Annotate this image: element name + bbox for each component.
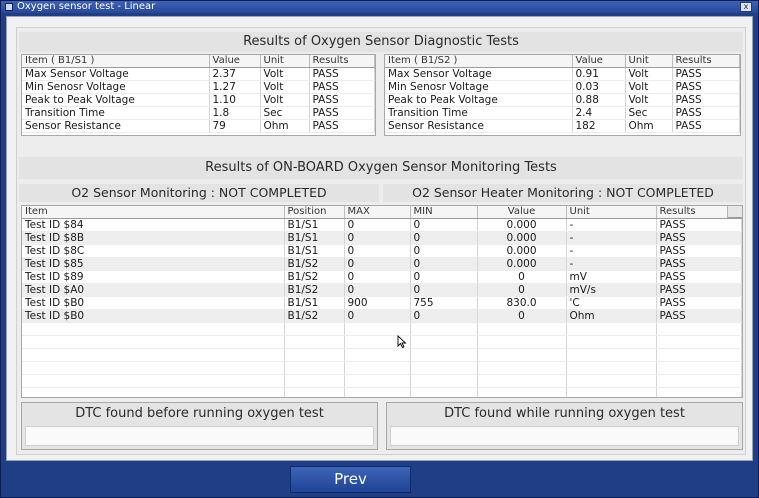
cell-item: Min Senosr Voltage bbox=[22, 80, 209, 93]
cell-value: 830.0 bbox=[477, 296, 566, 309]
cell-min: 0 bbox=[410, 244, 477, 257]
empty-cell bbox=[284, 374, 344, 387]
cell-min: 0 bbox=[410, 231, 477, 244]
empty-cell bbox=[344, 361, 410, 374]
empty-cell bbox=[284, 348, 344, 361]
cell-item: Peak to Peak Voltage bbox=[385, 93, 572, 106]
empty-cell bbox=[344, 374, 410, 387]
cell-value: 0.88 bbox=[572, 93, 625, 106]
cell-item: Test ID $B0 bbox=[22, 309, 284, 322]
cell-value: 0 bbox=[477, 309, 566, 322]
empty-cell bbox=[656, 348, 742, 361]
col-header-item: Item bbox=[22, 206, 284, 218]
cell-results: PASS bbox=[672, 67, 740, 80]
cell-max: 0 bbox=[344, 283, 410, 296]
empty-cell bbox=[566, 335, 656, 348]
empty-cell bbox=[566, 322, 656, 335]
cell-min: 0 bbox=[410, 283, 477, 296]
cell-max: 900 bbox=[344, 296, 410, 309]
col-header-unit: Unit bbox=[625, 55, 672, 67]
empty-cell bbox=[566, 361, 656, 374]
diagnostic-table-b1s1 bbox=[21, 54, 376, 136]
cell-results: PASS bbox=[656, 283, 742, 296]
cell-max: 0 bbox=[344, 270, 410, 283]
diagnostic-table-b1s2 bbox=[384, 54, 741, 136]
empty-cell bbox=[477, 387, 566, 398]
cell-min: 755 bbox=[410, 296, 477, 309]
cell-max: 0 bbox=[344, 218, 410, 231]
cell-item: Test ID $A0 bbox=[22, 283, 284, 296]
empty-cell bbox=[566, 374, 656, 387]
diagnostic-title: Results of Oxygen Sensor Diagnostic Tests bbox=[19, 32, 743, 52]
heater-monitoring-status: O2 Sensor Heater Monitoring : NOT COMPLETED bbox=[383, 184, 743, 202]
cell-min: 0 bbox=[410, 270, 477, 283]
col-header-unit: Unit bbox=[260, 55, 309, 67]
cell-results: PASS bbox=[672, 119, 740, 132]
empty-cell bbox=[410, 348, 477, 361]
cell-unit: - bbox=[566, 231, 656, 244]
cell-item: Test ID $B0 bbox=[22, 296, 284, 309]
empty-cell bbox=[22, 348, 284, 361]
dtc-before-list[interactable] bbox=[25, 426, 374, 446]
empty-cell bbox=[284, 335, 344, 348]
cell-results: PASS bbox=[309, 119, 375, 132]
empty-cell bbox=[22, 374, 284, 387]
cell-position: B1/S1 bbox=[284, 218, 344, 231]
empty-cell bbox=[284, 322, 344, 335]
empty-cell bbox=[477, 361, 566, 374]
cell-unit: Volt bbox=[625, 80, 672, 93]
cell-unit: Volt bbox=[625, 93, 672, 106]
dtc-while-title: DTC found while running oxygen test bbox=[444, 406, 685, 421]
table-row[interactable] bbox=[22, 244, 742, 257]
empty-cell bbox=[656, 361, 742, 374]
cell-results: PASS bbox=[309, 106, 375, 119]
empty-cell bbox=[477, 374, 566, 387]
table-row[interactable] bbox=[385, 119, 740, 132]
cell-value: 2.4 bbox=[572, 106, 625, 119]
cell-value: 0.000 bbox=[477, 231, 566, 244]
table-row[interactable] bbox=[22, 283, 742, 296]
empty-row bbox=[22, 361, 742, 374]
empty-cell bbox=[284, 387, 344, 398]
col-header-results: Results bbox=[656, 206, 742, 218]
monitoring-title: Results of ON-BOARD Oxygen Sensor Monitoring Tests bbox=[19, 157, 743, 179]
empty-cell bbox=[344, 387, 410, 398]
table-row[interactable] bbox=[385, 67, 740, 80]
cell-unit: - bbox=[566, 218, 656, 231]
cell-item: Sensor Resistance bbox=[22, 119, 209, 132]
col-header-value: Value bbox=[477, 206, 566, 218]
col-header-unit: Unit bbox=[566, 206, 656, 218]
empty-cell bbox=[22, 361, 284, 374]
cell-position: B1/S2 bbox=[284, 283, 344, 296]
cell-item: Test ID $8C bbox=[22, 244, 284, 257]
close-button[interactable]: x bbox=[740, 2, 752, 12]
cell-max: 0 bbox=[344, 231, 410, 244]
empty-cell bbox=[566, 348, 656, 361]
cell-item: Test ID $8B bbox=[22, 231, 284, 244]
table-row[interactable] bbox=[385, 106, 740, 119]
empty-cell bbox=[410, 335, 477, 348]
cell-unit: - bbox=[566, 257, 656, 270]
cell-max: 0 bbox=[344, 244, 410, 257]
cell-unit: Volt bbox=[625, 67, 672, 80]
client-area bbox=[6, 16, 753, 461]
cell-results: PASS bbox=[672, 93, 740, 106]
cell-item: Transition Time bbox=[385, 106, 572, 119]
cell-value: 0.03 bbox=[572, 80, 625, 93]
cell-value: 0 bbox=[477, 283, 566, 296]
cell-item: Max Sensor Voltage bbox=[22, 67, 209, 80]
cell-results: PASS bbox=[309, 67, 375, 80]
cell-max: 0 bbox=[344, 257, 410, 270]
diag-table-right bbox=[385, 55, 740, 133]
cell-results: PASS bbox=[672, 106, 740, 119]
cell-results: PASS bbox=[656, 244, 742, 257]
mouse-cursor-icon bbox=[397, 335, 409, 349]
cell-item: Transition Time bbox=[22, 106, 209, 119]
col-header-results: Results bbox=[672, 55, 740, 67]
app-icon bbox=[5, 3, 13, 11]
table-row[interactable] bbox=[22, 119, 375, 132]
table-row[interactable] bbox=[22, 67, 375, 80]
col-header-position: Position bbox=[284, 206, 344, 218]
table-row[interactable] bbox=[22, 270, 742, 283]
empty-cell bbox=[656, 322, 742, 335]
empty-cell bbox=[22, 335, 284, 348]
cell-value: 0.000 bbox=[477, 244, 566, 257]
cell-value: 0.91 bbox=[572, 67, 625, 80]
cell-results: PASS bbox=[656, 296, 742, 309]
empty-cell bbox=[477, 335, 566, 348]
cell-unit: mV/s bbox=[566, 283, 656, 296]
cell-unit: Sec bbox=[260, 106, 309, 119]
cell-unit: Volt bbox=[260, 67, 309, 80]
col-header-max: MAX bbox=[344, 206, 410, 218]
title-bar[interactable] bbox=[1, 1, 758, 13]
cell-results: PASS bbox=[656, 309, 742, 322]
empty-cell bbox=[566, 387, 656, 398]
empty-cell bbox=[656, 387, 742, 398]
cell-unit: Volt bbox=[260, 80, 309, 93]
cell-unit: mV bbox=[566, 270, 656, 283]
dtc-while-list[interactable] bbox=[390, 426, 739, 446]
cell-value: 2.37 bbox=[209, 67, 260, 80]
prev-button[interactable]: Prev bbox=[290, 466, 411, 493]
cell-value: 182 bbox=[572, 119, 625, 132]
cell-results: PASS bbox=[672, 80, 740, 93]
cell-max: 0 bbox=[344, 309, 410, 322]
col-header-value: Value bbox=[209, 55, 260, 67]
cell-results: PASS bbox=[309, 80, 375, 93]
cell-item: Max Sensor Voltage bbox=[385, 67, 572, 80]
table-row[interactable] bbox=[22, 231, 742, 244]
cell-item: Test ID $85 bbox=[22, 257, 284, 270]
scrollbar-header bbox=[727, 206, 742, 218]
cell-item: Peak to Peak Voltage bbox=[22, 93, 209, 106]
cell-position: B1/S2 bbox=[284, 257, 344, 270]
col-header-item: Item ( B1/S2 ) bbox=[385, 55, 572, 67]
cell-min: 0 bbox=[410, 257, 477, 270]
empty-cell bbox=[656, 374, 742, 387]
cell-unit: Volt bbox=[260, 93, 309, 106]
monitoring-grid bbox=[22, 206, 742, 398]
cell-value: 0 bbox=[477, 270, 566, 283]
o2-monitoring-status: O2 Sensor Monitoring : NOT COMPLETED bbox=[19, 184, 379, 202]
empty-cell bbox=[410, 322, 477, 335]
empty-cell bbox=[477, 348, 566, 361]
col-header-results: Results bbox=[309, 55, 375, 67]
cell-value: 1.10 bbox=[209, 93, 260, 106]
empty-cell bbox=[410, 387, 477, 398]
cell-results: PASS bbox=[656, 218, 742, 231]
cell-value: 79 bbox=[209, 119, 260, 132]
table-row[interactable] bbox=[22, 296, 742, 309]
col-header-item: Item ( B1/S1 ) bbox=[22, 55, 209, 67]
empty-cell bbox=[284, 361, 344, 374]
results-panel bbox=[16, 27, 746, 455]
cell-unit: 'C bbox=[566, 296, 656, 309]
empty-cell bbox=[344, 348, 410, 361]
table-row[interactable] bbox=[22, 309, 742, 322]
empty-cell bbox=[656, 335, 742, 348]
cell-value: 0.000 bbox=[477, 218, 566, 231]
empty-row bbox=[22, 322, 742, 335]
empty-cell bbox=[410, 374, 477, 387]
cell-position: B1/S2 bbox=[284, 270, 344, 283]
cell-position: B1/S2 bbox=[284, 309, 344, 322]
cell-item: Test ID $89 bbox=[22, 270, 284, 283]
dtc-before-title: DTC found before running oxygen test bbox=[75, 406, 324, 421]
cell-position: B1/S1 bbox=[284, 244, 344, 257]
diag-table-left bbox=[22, 55, 375, 133]
cell-value: 0.000 bbox=[477, 257, 566, 270]
cell-item: Sensor Resistance bbox=[385, 119, 572, 132]
cell-item: Min Senosr Voltage bbox=[385, 80, 572, 93]
window-title: Oxygen sensor test - Linear bbox=[17, 1, 156, 12]
cell-results: PASS bbox=[656, 257, 742, 270]
cell-value: 1.8 bbox=[209, 106, 260, 119]
cell-position: B1/S1 bbox=[284, 231, 344, 244]
table-row[interactable] bbox=[22, 106, 375, 119]
empty-cell bbox=[22, 387, 284, 398]
empty-row bbox=[22, 387, 742, 398]
cell-unit: Sec bbox=[625, 106, 672, 119]
col-header-min: MIN bbox=[410, 206, 477, 218]
dtc-before-panel bbox=[21, 402, 378, 450]
empty-cell bbox=[344, 322, 410, 335]
cell-unit: Ohm bbox=[625, 119, 672, 132]
empty-cell bbox=[477, 322, 566, 335]
table-row[interactable] bbox=[22, 93, 375, 106]
table-row[interactable] bbox=[22, 80, 375, 93]
cell-position: B1/S1 bbox=[284, 296, 344, 309]
cell-results: PASS bbox=[656, 231, 742, 244]
cell-unit: Ohm bbox=[260, 119, 309, 132]
cell-min: 0 bbox=[410, 309, 477, 322]
cell-min: 0 bbox=[410, 218, 477, 231]
cell-value: 1.27 bbox=[209, 80, 260, 93]
cell-results: PASS bbox=[309, 93, 375, 106]
dtc-while-panel bbox=[386, 402, 743, 450]
empty-row bbox=[22, 335, 742, 348]
table-row[interactable] bbox=[22, 218, 742, 231]
empty-cell bbox=[410, 361, 477, 374]
table-row[interactable] bbox=[385, 93, 740, 106]
table-row[interactable] bbox=[22, 257, 742, 270]
cell-unit: - bbox=[566, 244, 656, 257]
empty-row bbox=[22, 348, 742, 361]
cell-item: Test ID $84 bbox=[22, 218, 284, 231]
empty-row bbox=[22, 374, 742, 387]
table-row[interactable] bbox=[385, 80, 740, 93]
cell-unit: Ohm bbox=[566, 309, 656, 322]
monitoring-table[interactable] bbox=[21, 205, 743, 398]
col-header-value: Value bbox=[572, 55, 625, 67]
empty-cell bbox=[22, 322, 284, 335]
cell-results: PASS bbox=[656, 270, 742, 283]
